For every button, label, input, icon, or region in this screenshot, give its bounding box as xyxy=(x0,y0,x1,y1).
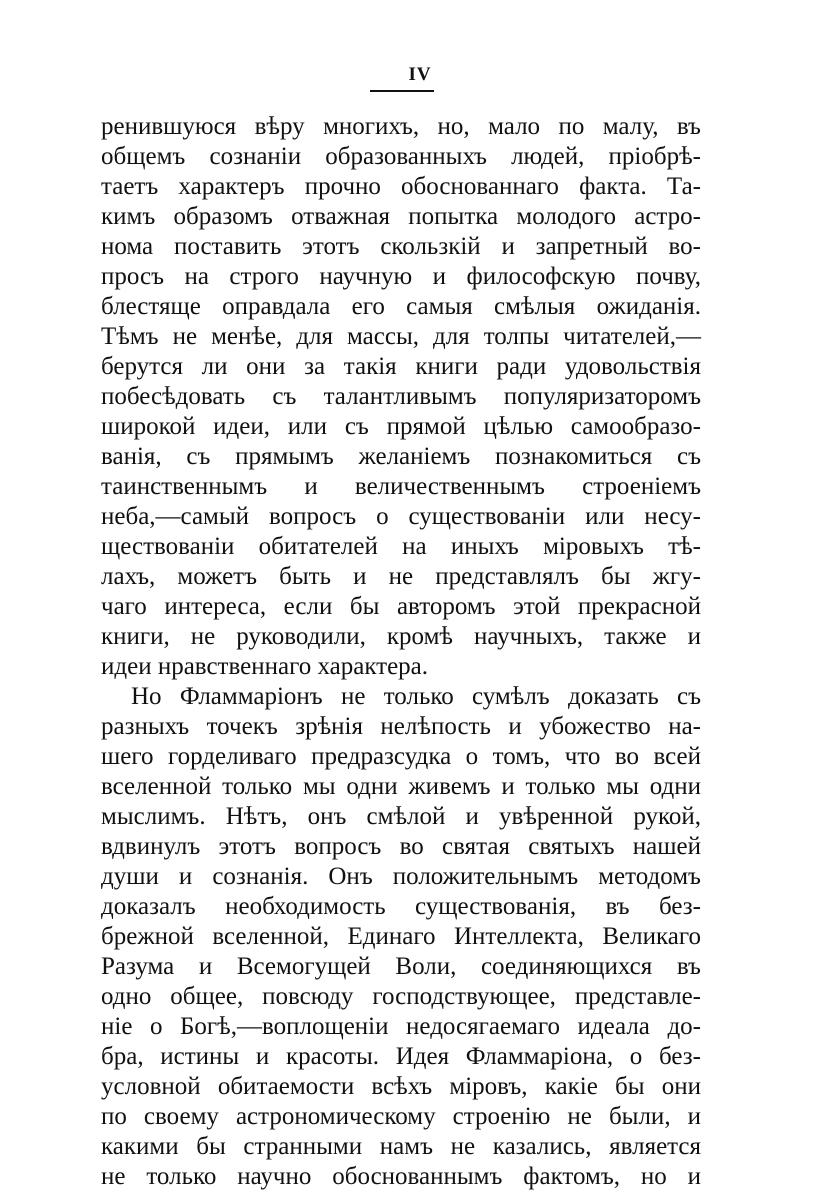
text-line: общемъ сознаніи образованныхъ людей, пріобрѣ- xyxy=(101,143,701,170)
text-line: вселенной только мы одни живемъ и только мы одни xyxy=(101,773,701,800)
text-line: одно общее, повсюду господствующее, представле- xyxy=(101,983,701,1010)
text-line: идеи нравственнаго характера. xyxy=(101,653,429,680)
text-line: по своему астрономическому строенію не были, и xyxy=(101,1103,701,1130)
text-line: чаго интереса, если бы авторомъ этой прекрасной xyxy=(101,593,701,620)
text-line: Но Фламмаріонъ не только сумѣлъ доказать съ xyxy=(131,683,701,710)
text-line: мыслимъ. Нѣтъ, онъ смѣлой и увѣренной рукой, xyxy=(101,803,701,830)
page-number: IV xyxy=(408,64,432,85)
text-line: нома поставить этотъ скользкій и запретный во- xyxy=(101,233,701,260)
text-line: не только научно обоснованнымъ фактомъ, но и xyxy=(101,1163,701,1190)
text-line: широкой идеи, или съ прямой цѣлью самообразо- xyxy=(101,413,701,440)
paragraph-1 xyxy=(101,112,701,682)
text-line: побесѣдовать съ талантливымъ популяризаторомъ xyxy=(101,383,701,410)
text-line: кимъ образомъ отважная попытка молодого астро- xyxy=(101,203,701,230)
text-line: блестяще оправдала его самыя смѣлыя ожиданія. xyxy=(101,293,701,320)
text-line: души и сознанія. Онъ положительнымъ методомъ xyxy=(101,863,701,890)
page-header xyxy=(0,64,840,86)
text-line: просъ на строго научную и философскую почву, xyxy=(101,263,701,290)
header-rule xyxy=(370,90,434,92)
text-line: берутся ли они за такія книги ради удовольствія xyxy=(101,353,701,380)
text-line: брежной вселенной, Единаго Интеллекта, Великаго xyxy=(101,923,701,950)
text-line: Тѣмъ не менѣе, для массы, для толпы читателей,— xyxy=(101,323,701,350)
text-line: разныхъ точекъ зрѣнія нелѣпость и убожество на- xyxy=(101,713,701,740)
text-line: ніе о Богѣ,—воплощеніи недосягаемаго идеала до- xyxy=(101,1013,701,1040)
text-line: Разума и Всемогущей Воли, соединяющихся въ xyxy=(101,953,701,980)
text-line: ществованіи обитателей на иныхъ міровыхъ тѣ- xyxy=(101,533,701,560)
text-line: ренившуюся вѣру многихъ, но, мало по малу, въ xyxy=(101,113,701,140)
text-line: книги, не руководили, кромѣ научныхъ, также и xyxy=(101,623,701,650)
text-line: бра, истины и красоты. Идея Фламмаріона, о без- xyxy=(101,1043,701,1070)
text-line: доказалъ необходимость существованія, въ без- xyxy=(101,893,701,920)
text-line: таинственнымъ и величественнымъ строеніемъ xyxy=(101,473,701,500)
text-line: таетъ характеръ прочно обоснованнаго факта. Та- xyxy=(101,173,701,200)
text-line: лахъ, можетъ быть и не представлялъ бы жгу- xyxy=(101,563,701,590)
text-line: ванія, съ прямымъ желаніемъ познакомиться съ xyxy=(101,443,701,470)
text-line: условной обитаемости всѣхъ міровъ, какіе бы они xyxy=(101,1073,701,1100)
text-line: шего горделиваго предразсудка о томъ, что во всей xyxy=(101,743,701,770)
paragraph-2 xyxy=(101,682,701,1192)
text-line: вдвинулъ этотъ вопросъ во святая святыхъ нашей xyxy=(101,833,701,860)
text-line: неба,—самый вопросъ о существованіи или несу- xyxy=(101,503,701,530)
text-line: какими бы странными намъ не казались, является xyxy=(101,1133,701,1160)
body-text xyxy=(101,112,701,1192)
